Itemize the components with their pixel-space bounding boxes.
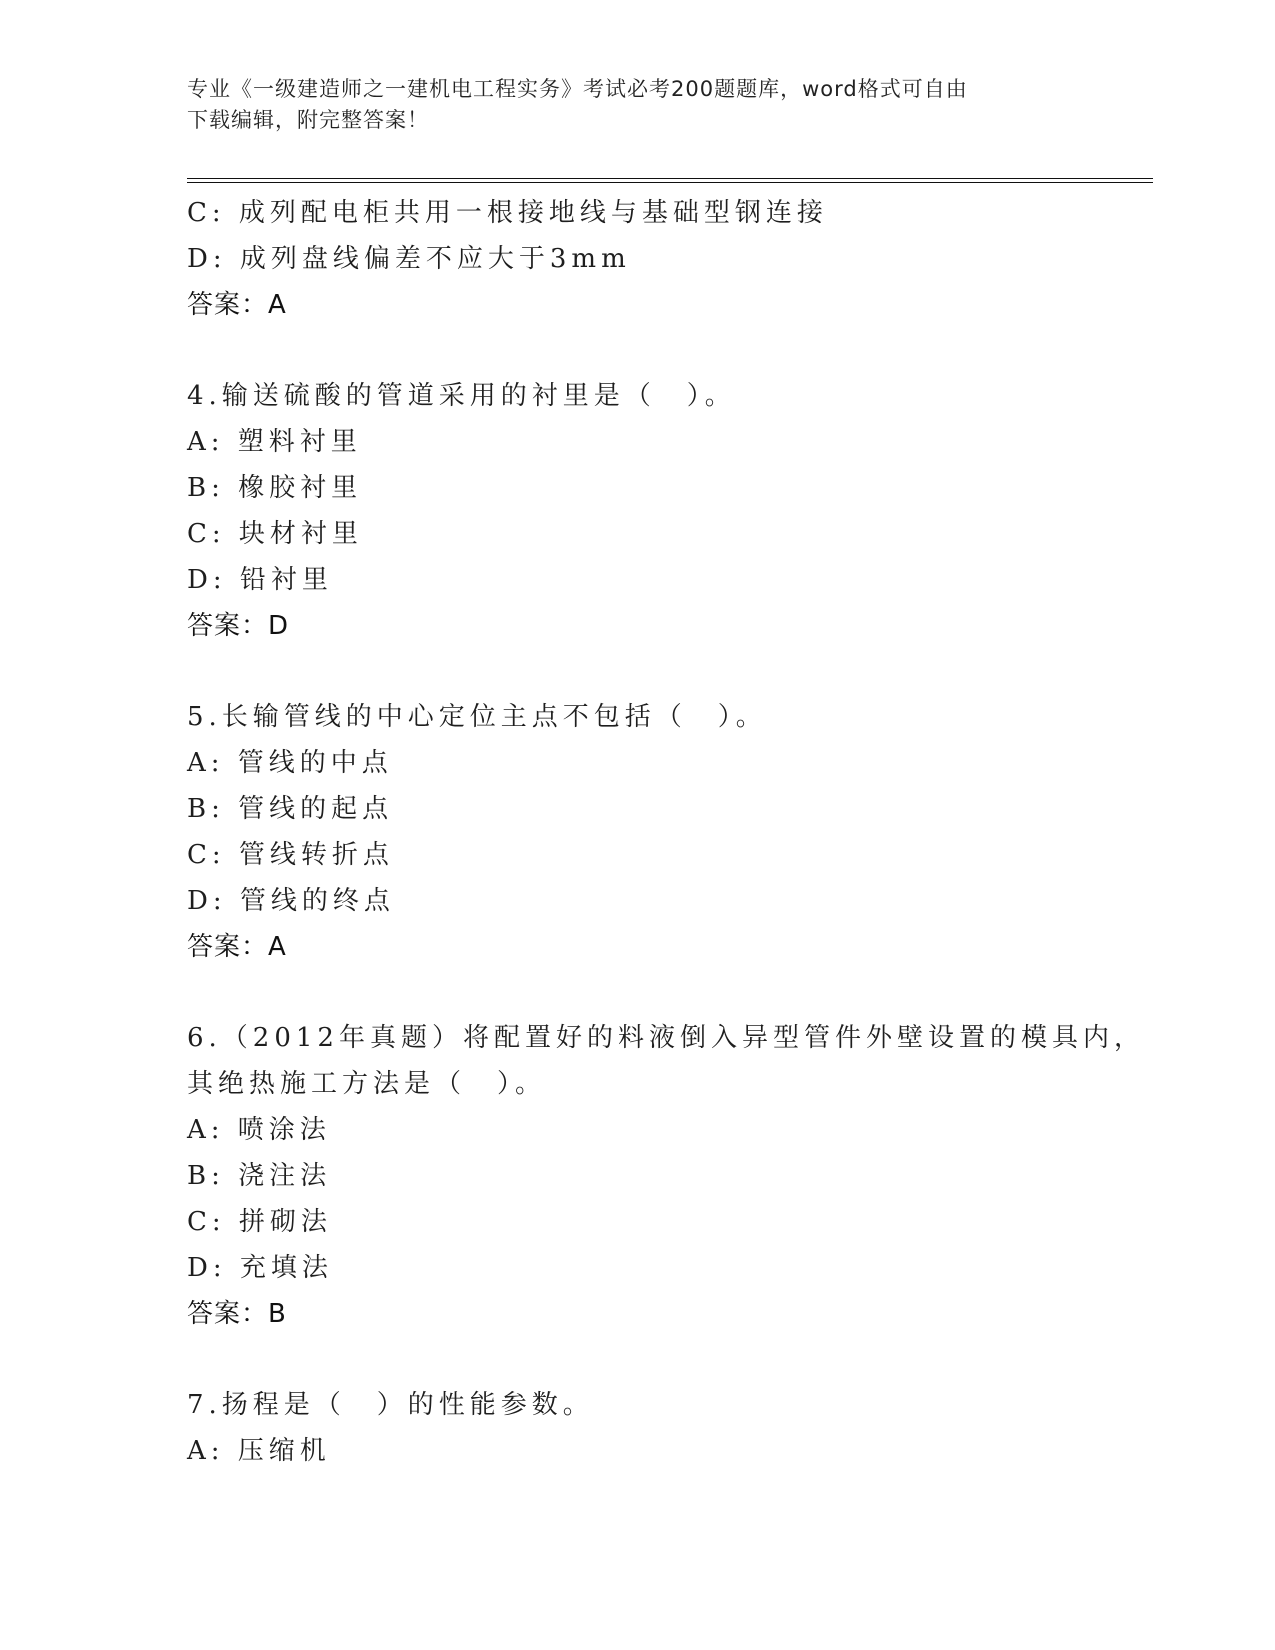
question-3-block <box>187 190 1147 328</box>
question-5-option-c: C: 管线转折点 <box>187 840 394 870</box>
question-list <box>187 190 1147 1474</box>
question-5-option-b: B: 管线的起点 <box>187 794 394 824</box>
question-7-stem: 7.扬程是（ ）的性能参数。 <box>187 1390 594 1420</box>
header-line-2: 下载编辑，附完整答案！ <box>187 108 429 132</box>
question-4-option-c: C: 块材衬里 <box>187 519 363 549</box>
question-4-block <box>187 373 1147 649</box>
question-5-stem: 5.长输管线的中心定位主点不包括（ ）。 <box>187 702 767 732</box>
question-6-option-b: B: 浇注法 <box>187 1161 332 1191</box>
spacer <box>187 970 1147 1015</box>
header-divider-top <box>187 178 1153 179</box>
question-4-option-d: D: 铅衬里 <box>187 565 333 595</box>
question-5-block <box>187 694 1147 970</box>
question-7-option-a: A: 压缩机 <box>187 1436 331 1466</box>
question-4-stem: 4.输送硫酸的管道采用的衬里是（ ）。 <box>187 381 736 411</box>
header-divider-bottom <box>187 182 1153 183</box>
question-3-option-d: D: 成列盘线偏差不应大于3mm <box>187 244 631 274</box>
question-4-option-a: A: 塑料衬里 <box>187 427 362 457</box>
question-4-option-b: B: 橡胶衬里 <box>187 473 363 503</box>
spacer <box>187 649 1147 694</box>
question-3-answer: 答案：A <box>187 290 287 320</box>
spacer <box>187 1337 1147 1382</box>
question-3-option-c: C: 成列配电柜共用一根接地线与基础型钢连接 <box>187 198 828 228</box>
question-5-option-d: D: 管线的终点 <box>187 886 395 916</box>
header-line-1: 专业《一级建造师之一建机电工程实务》考试必考200题题库，word格式可自由 <box>187 77 968 101</box>
question-6-option-c: C: 拼砌法 <box>187 1207 332 1237</box>
question-6-option-a: A: 喷涂法 <box>187 1115 331 1145</box>
question-6-option-d: D: 充填法 <box>187 1253 333 1283</box>
question-4-answer: 答案：D <box>187 611 290 641</box>
question-5-answer: 答案：A <box>187 932 287 962</box>
question-6-stem-line-1: 6.（2012年真题）将配置好的料液倒入异型管件外壁设置的模具内， <box>187 1023 1145 1053</box>
question-5-option-a: A: 管线的中点 <box>187 748 393 778</box>
spacer <box>187 328 1147 373</box>
question-7-block <box>187 1382 1147 1474</box>
question-6-stem-line-2: 其绝热施工方法是（ ）。 <box>187 1069 547 1099</box>
question-6-block <box>187 1015 1147 1337</box>
question-6-answer: 答案：B <box>187 1299 287 1329</box>
document-header <box>187 74 1067 136</box>
